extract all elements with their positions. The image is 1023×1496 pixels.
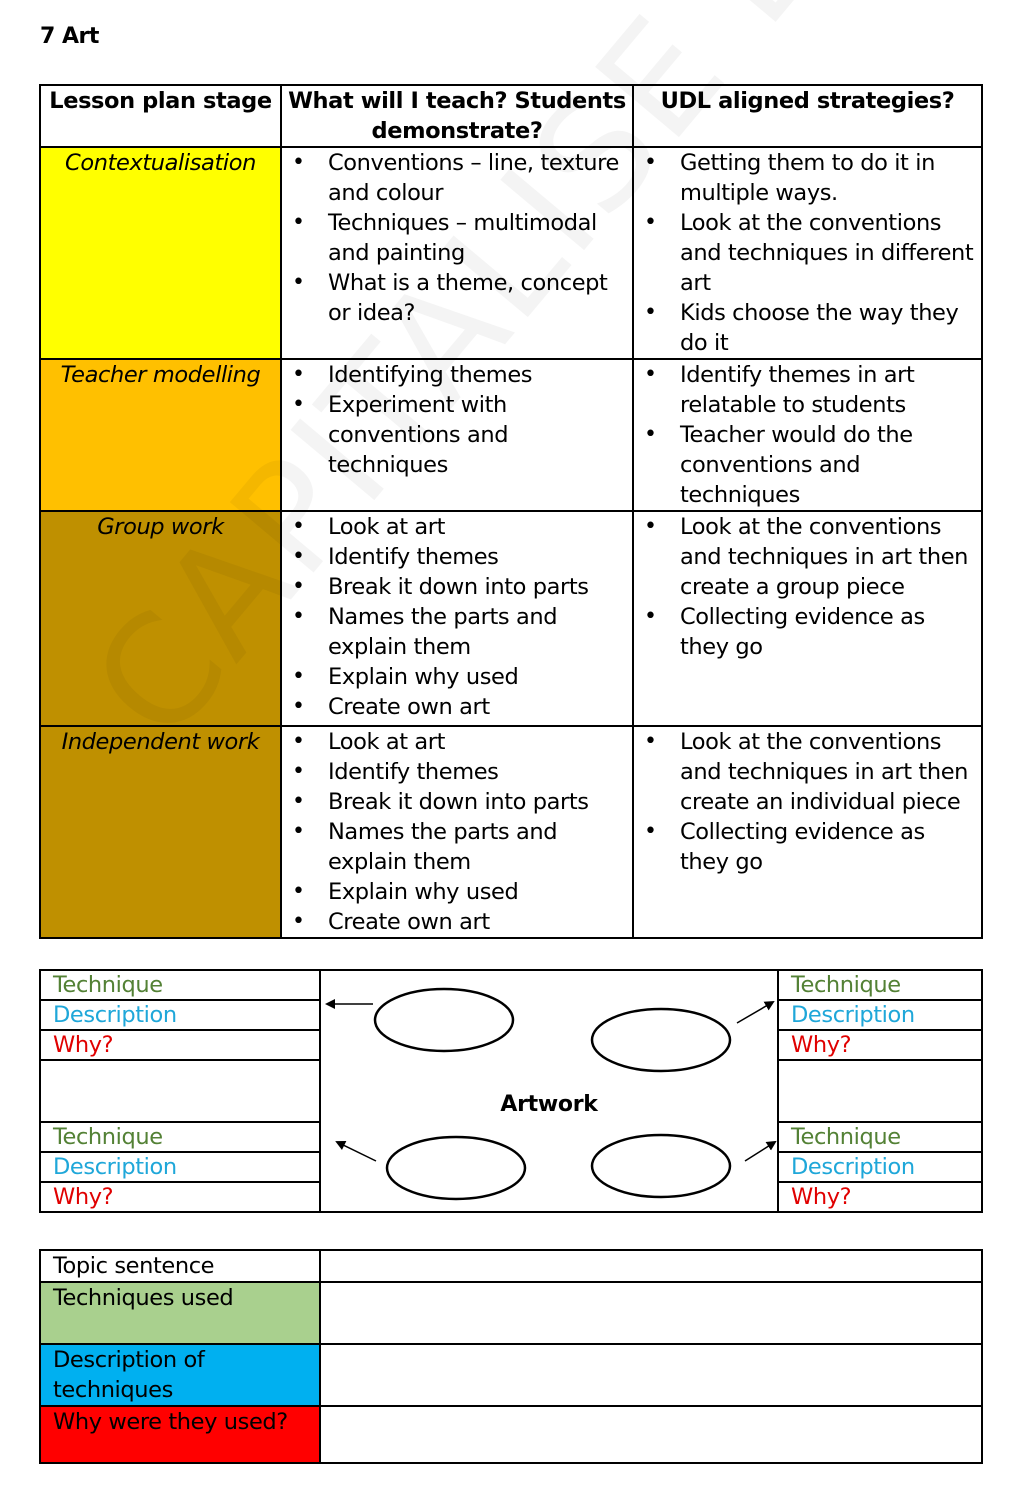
list-item: • Look at art xyxy=(282,512,628,542)
right-bottom-technique-field[interactable]: Technique xyxy=(778,1122,982,1152)
right-top-technique-field[interactable]: Technique xyxy=(778,970,982,1000)
label-why-were-they-used: Why were they used? xyxy=(40,1406,320,1463)
list-item: • Look at art xyxy=(282,727,628,757)
description-of-techniques-input[interactable] xyxy=(320,1344,982,1406)
stage-group-work: Group work xyxy=(40,511,281,726)
list-item: • Look at the conventions and techniques in art then create an individual piece xyxy=(634,727,977,817)
lesson-plan-table xyxy=(39,84,983,939)
right-top-description-field[interactable]: Description xyxy=(778,1000,982,1030)
why-were-they-used-input[interactable] xyxy=(320,1406,982,1463)
left-bottom-why-field[interactable]: Why? xyxy=(40,1182,320,1212)
header-teach: What will I teach? Students demonstrate? xyxy=(281,85,633,147)
udl-cell xyxy=(633,147,982,359)
right-top-why-field[interactable]: Why? xyxy=(778,1030,982,1060)
left-bottom-description-field[interactable]: Description xyxy=(40,1152,320,1182)
label-techniques-used: Techniques used xyxy=(40,1282,320,1344)
artwork-area xyxy=(320,970,778,1212)
left-top-technique-field[interactable]: Technique xyxy=(40,970,320,1000)
udl-cell xyxy=(633,726,982,938)
list-item: • Create own art xyxy=(282,692,628,722)
paragraph-scaffold-table xyxy=(39,1249,983,1464)
artwork-label: Artwork xyxy=(500,1092,598,1117)
header-stage: Lesson plan stage xyxy=(40,85,281,147)
list-item: • Look at the conventions and techniques in art then create a group piece xyxy=(634,512,977,602)
arrow-right-bottom-icon xyxy=(745,1142,775,1161)
list-item: • Look at the conventions and techniques in different art xyxy=(634,208,977,298)
left-spacer-cell xyxy=(40,1060,320,1122)
left-top-description-field[interactable]: Description xyxy=(40,1000,320,1030)
ellipse-bottom-right[interactable] xyxy=(592,1135,730,1197)
list-item: • Names the parts and explain them xyxy=(282,817,628,877)
teach-cell xyxy=(281,147,633,359)
lesson-table-header-row xyxy=(40,85,982,147)
teach-cell xyxy=(281,511,633,726)
arrow-right-top-icon xyxy=(737,1002,773,1023)
list-item: • Identify themes xyxy=(282,542,628,572)
list-item: • Kids choose the way they do it xyxy=(634,298,977,358)
table-row xyxy=(40,726,982,938)
right-bottom-why-field[interactable]: Why? xyxy=(778,1182,982,1212)
left-top-why-field[interactable]: Why? xyxy=(40,1030,320,1060)
list-item: • Explain why used xyxy=(282,877,628,907)
topic-sentence-input[interactable] xyxy=(320,1250,982,1282)
stage-contextualisation: Contextualisation xyxy=(40,147,281,359)
list-item: • Identifying themes xyxy=(282,360,628,390)
table-row xyxy=(40,511,982,726)
list-item: • Explain why used xyxy=(282,662,628,692)
list-item: • Break it down into parts xyxy=(282,787,628,817)
stage-teacher-modelling: Teacher modelling xyxy=(40,359,281,511)
ellipse-top-right[interactable] xyxy=(592,1009,730,1071)
teach-cell xyxy=(281,726,633,938)
list-item: • Collecting evidence as they go xyxy=(634,602,977,662)
ellipse-top-left[interactable] xyxy=(375,989,513,1051)
ellipse-bottom-left[interactable] xyxy=(387,1137,525,1199)
list-item: • Collecting evidence as they go xyxy=(634,817,977,877)
list-item: • What is a theme, concept or idea? xyxy=(282,268,628,328)
list-item: • Identify themes xyxy=(282,757,628,787)
list-item: • Experiment with conventions and techniques xyxy=(282,390,628,480)
technique-diagram xyxy=(39,969,983,1213)
list-item: • Conventions – line, texture and colour xyxy=(282,148,628,208)
header-udl: UDL aligned strategies? xyxy=(633,85,982,147)
page-title: 7 Art xyxy=(40,24,99,49)
label-description-of-techniques: Description of techniques xyxy=(40,1344,320,1406)
right-spacer-cell xyxy=(778,1060,982,1122)
table-row xyxy=(40,359,982,511)
udl-cell xyxy=(633,511,982,726)
list-item: • Teacher would do the conventions and techniques xyxy=(634,420,977,510)
label-topic-sentence: Topic sentence xyxy=(40,1250,320,1282)
teach-cell xyxy=(281,359,633,511)
list-item: • Break it down into parts xyxy=(282,572,628,602)
udl-cell xyxy=(633,359,982,511)
right-bottom-description-field[interactable]: Description xyxy=(778,1152,982,1182)
list-item: • Names the parts and explain them xyxy=(282,602,628,662)
stage-independent-work: Independent work xyxy=(40,726,281,938)
techniques-used-input[interactable] xyxy=(320,1282,982,1344)
list-item: • Create own art xyxy=(282,907,628,937)
list-item: • Techniques – multimodal and painting xyxy=(282,208,628,268)
list-item: • Identify themes in art relatable to students xyxy=(634,360,977,420)
arrow-left-bottom-icon xyxy=(337,1142,376,1161)
table-row xyxy=(40,147,982,359)
left-bottom-technique-field[interactable]: Technique xyxy=(40,1122,320,1152)
list-item: • Getting them to do it in multiple ways. xyxy=(634,148,977,208)
